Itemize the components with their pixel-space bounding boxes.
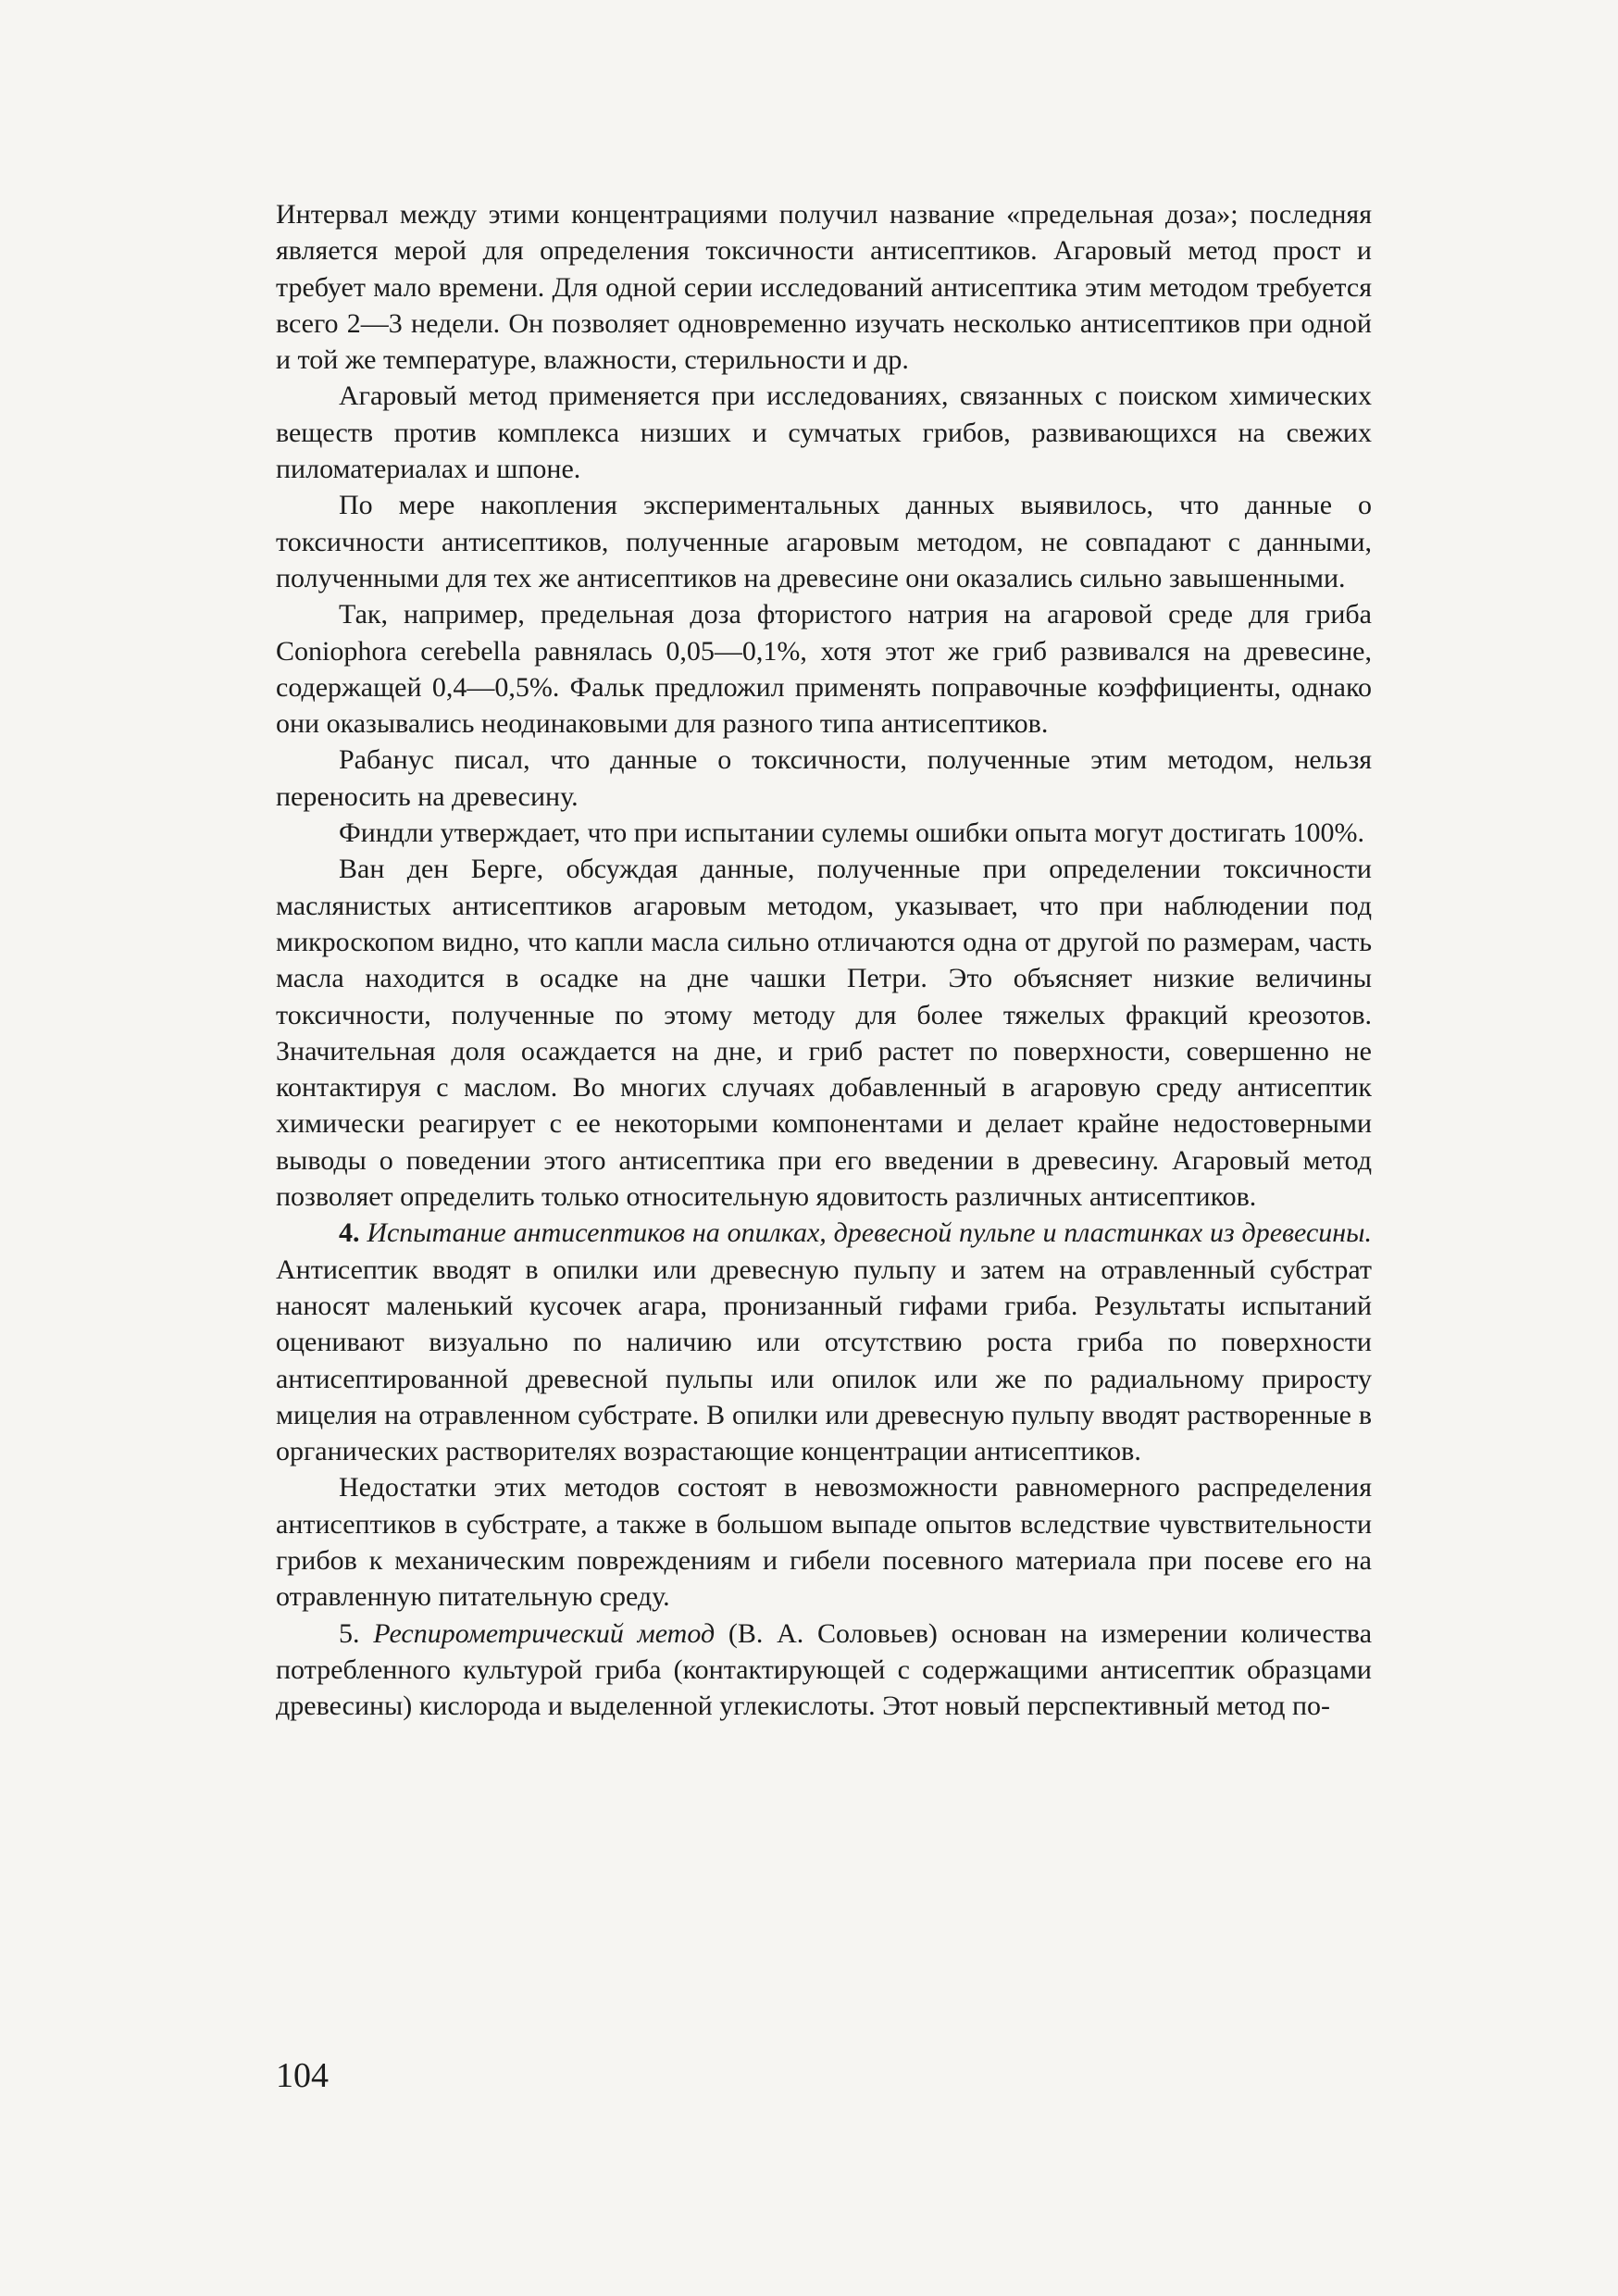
page-number: 104	[276, 2056, 329, 2095]
paragraph-4: Так, например, предельная доза фтористого натрия на агаровой среде для гриба Coniophora cerebella равнялась 0,05—0,1%, хотя этот же гриб развивался на древесине, содержащей 0,4—0,5%. Фальк предложил применять поправочные коэффициенты, однако они оказывались неодинаковыми для разного типа антисептиков.	[276, 599, 1372, 740]
section-4-number: 4.	[339, 1217, 360, 1249]
section-5-paragraph	[276, 1616, 1372, 1725]
paragraph-7: Ван ден Берге, обсуждая данные, полученные при определении токсичности маслянистых антисептиков агаровым методом, указывает, что при наблюдении под микроскопом видно, что капли масла сильно отличаются одна от другой по размерам, часть масла находится в осадке на дне чашки Петри. Это объясняет низкие величины токсичности, полученные по этому методу для более тяжелых фракций креозотов. Значительная доля осаждается на дне, и гриб растет по поверхности, совершенно не контактируя с маслом. Во многих случаях добавленный в агаровую среду антисептик химически реагирует с ее некоторыми компонентами и делает крайне недостоверными выводы о поведении этого антисептика при его введении в древесину. Агаровый метод позволяет определить только относительную ядовитость различных антисептиков.	[276, 854, 1372, 1213]
section-5-text: (В. А. Соловьев) основан на измерении количества потребленного культурой гриба (контактирующей с содержащими антисептик образцами древесины) кислорода и выделенной углекислоты. Этот новый перспективный метод по-	[276, 1617, 1373, 1722]
section-4-text: Антисептик вводят в опилки или древесную пульпу и затем на отравленный субстрат наносят маленький кусочек агара, пронизанный гифами гриба. Результаты испытаний оценивают визуально по наличию или отсутствию роста гриба по поверхности антисептированной древесной пульпы или опилок или же по радиальному приросту мицелия на отравленном субстрате. В опилки или древесную пульпу вводят растворенные в органических растворителях возрастающие концентрации антисептиков.	[276, 1254, 1372, 1467]
section-4-title: Испытание антисептиков на опилках, древесной пульпе и пластинках из древесины.	[367, 1217, 1372, 1249]
book-page	[276, 196, 1372, 2261]
section-5-number: 5.	[339, 1617, 360, 1649]
paragraph-6: Финдли утверждает, что при испытании сулемы ошибки опыта могут достигать 100%.	[339, 817, 1365, 849]
paragraph-1: Интервал между этими концентрациями получил название «предельная доза»; последняя является мерой для определения токсичности антисептиков. Агаровый метод прост и требует мало времени. Для одной серии исследований антисептика этим методом требуется всего 2—3 недели. Он позволяет одновременно изучать несколько антисептиков при одной и той же температуре, влажности, стерильности и др.	[276, 199, 1372, 376]
paragraph-2: Агаровый метод применяется при исследованиях, связанных с поиском химических веществ против комплекса низших и сумчатых грибов, развивающихся на свежих пиломатериалах и шпоне.	[276, 381, 1372, 485]
section-4-paragraph	[276, 1215, 1372, 1469]
section-5-title: Респирометрический метод	[373, 1617, 716, 1649]
paragraph-9: Недостатки этих методов состоят в невозможности равномерного распределения антисептиков в субстрате, а также в большом выпаде опытов вследствие чувствительности грибов к механическим повреждениям и гибели посевного материала при посеве его на отравленную питательную среду.	[276, 1472, 1372, 1613]
paragraph-3: По мере накопления экспериментальных данных выявилось, что данные о токсичности антисептиков, полученные агаровым методом, не совпадают с данными, полученными для тех же антисептиков на древесине они оказались сильно завышенными.	[276, 490, 1372, 593]
paragraph-5: Рабанус писал, что данные о токсичности, полученные этим методом, нельзя переносить на древесину.	[276, 744, 1372, 812]
